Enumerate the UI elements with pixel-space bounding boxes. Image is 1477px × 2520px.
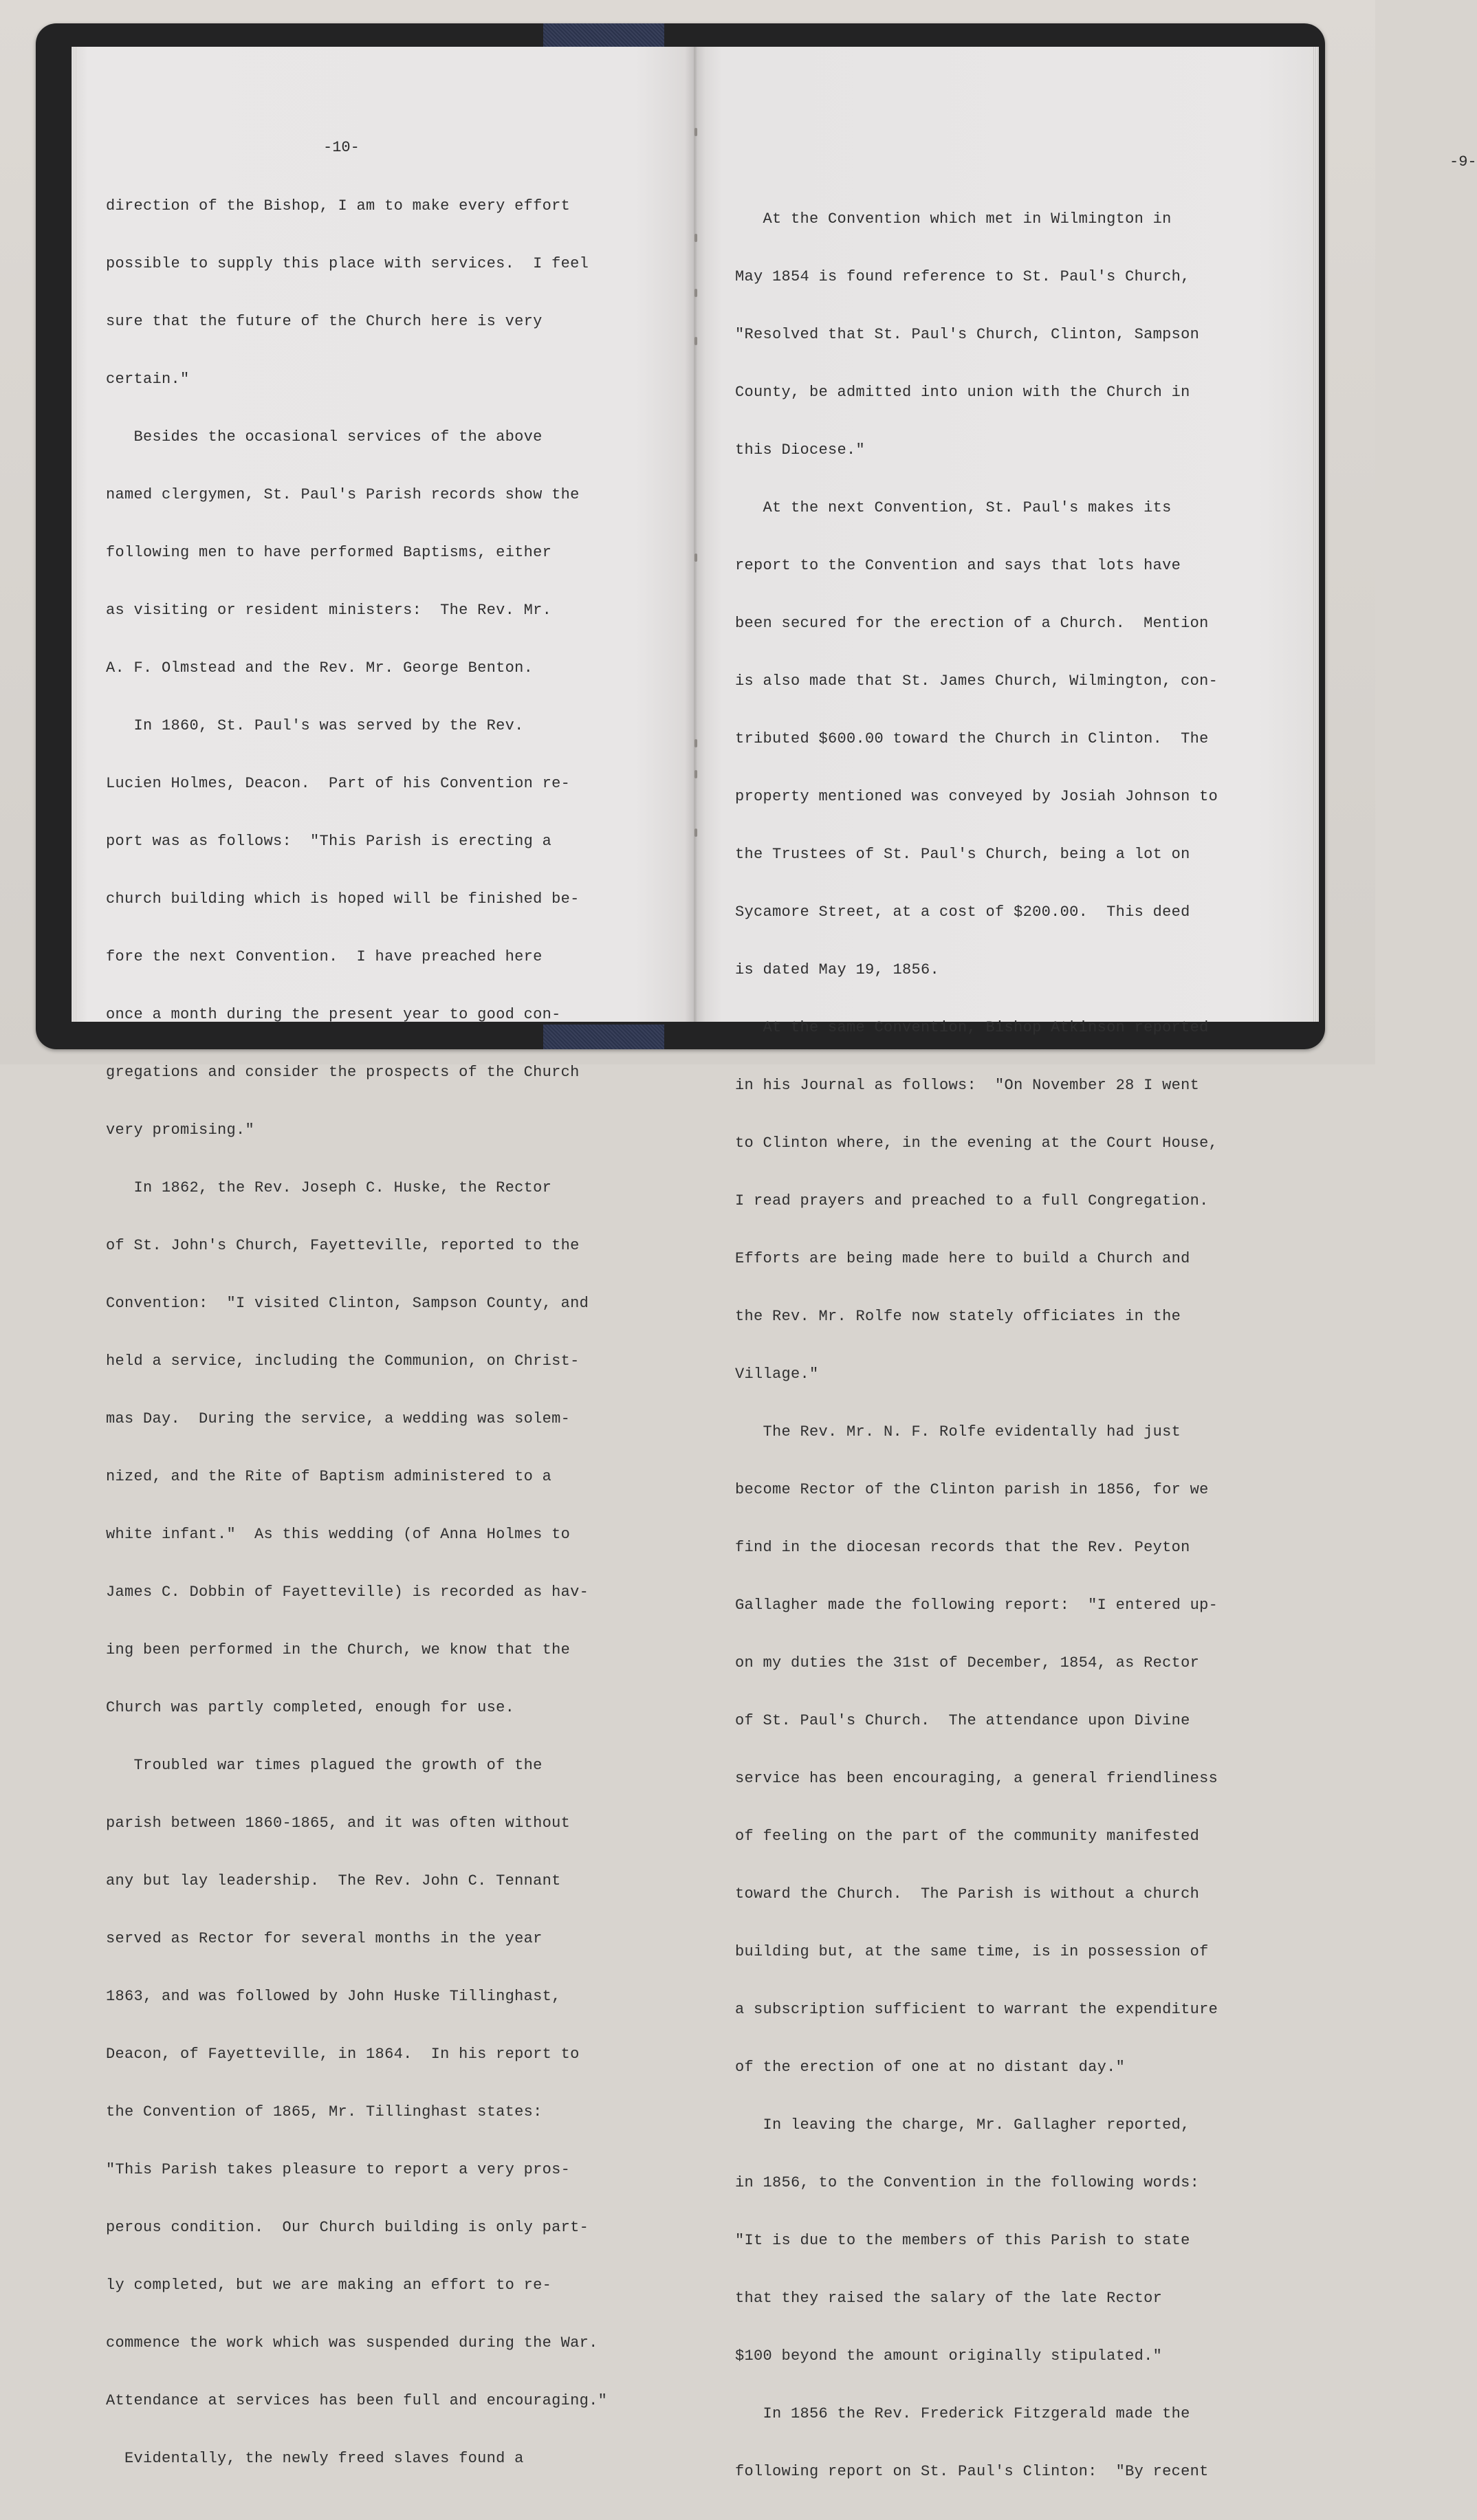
- text-line: possible to supply this place with services. I feel: [106, 255, 589, 272]
- text-line: fore the next Convention. I have preached here: [106, 948, 543, 965]
- text-line: service has been encouraging, a general friendliness: [735, 1770, 1218, 1787]
- text-line: following men to have performed Baptisms, either: [106, 544, 552, 561]
- text-line: of feeling on the part of the community manifested: [735, 1828, 1200, 1845]
- text-line: 1863, and was followed by John Huske Tillinghast,: [106, 1988, 561, 2005]
- text-line: as visiting or resident ministers: The Rev. Mr.: [106, 602, 552, 619]
- text-line: any but lay leadership. The Rev. John C. Tennant: [106, 1872, 561, 1889]
- text-line: perous condition. Our Church building is only part-: [106, 2219, 589, 2236]
- text-line: following report on St. Paul's Clinton: "By recent: [735, 2463, 1209, 2480]
- binding-staple-hole: [694, 739, 697, 747]
- text-line: ing been performed in the Church, we know that the: [106, 1641, 571, 1658]
- text-line: church building which is hoped will be finished be-: [106, 890, 580, 908]
- text-line: the Trustees of St. Paul's Church, being a lot on: [735, 846, 1190, 863]
- text-line: Besides the occasional services of the above: [106, 428, 543, 446]
- text-line: "Resolved that St. Paul's Church, Clinton, Sampson: [735, 326, 1200, 343]
- text-line: Lucien Holmes, Deacon. Part of his Convention re-: [106, 775, 571, 792]
- text-line: in his Journal as follows: "On November 28 I went: [735, 1077, 1200, 1094]
- text-line: nized, and the Rite of Baptism administered to a: [106, 1468, 552, 1485]
- text-line: of St. John's Church, Fayetteville, reported to the: [106, 1237, 580, 1254]
- text-line: parish between 1860-1865, and it was often without: [106, 1815, 571, 1832]
- binding-staple-hole: [694, 234, 697, 242]
- text-line: is dated May 19, 1856.: [735, 961, 940, 978]
- text-line: very promising.": [106, 1121, 255, 1139]
- text-line: County, be admitted into union with the Church in: [735, 384, 1190, 401]
- text-line: Sycamore Street, at a cost of $200.00. This deed: [735, 903, 1190, 921]
- text-line: of St. Paul's Church. The attendance upon Divine: [735, 1712, 1190, 1729]
- binding-staple-hole: [694, 554, 697, 562]
- text-line: port was as follows: "This Parish is erecting a: [106, 833, 552, 850]
- text-line: on my duties the 31st of December, 1854, as Rector: [735, 1654, 1200, 1672]
- text-line: Church was partly completed, enough for use.: [106, 1699, 515, 1716]
- text-line: Troubled war times plagued the growth of the: [106, 1757, 543, 1774]
- right-page: [694, 47, 1477, 2480]
- text-line: held a service, including the Communion, on Christ-: [106, 1352, 580, 1370]
- binding-staple-hole: [694, 128, 697, 136]
- text-line: At the same Convention, Bishop Atkinson reported: [735, 1019, 1209, 1036]
- text-line: In 1862, the Rev. Joseph C. Huske, the Rector: [106, 1179, 552, 1196]
- text-line: "This Parish takes pleasure to report a very pros-: [106, 2161, 571, 2178]
- right-page-text: [735, 171, 1218, 2520]
- text-line: this Diocese.": [735, 441, 866, 459]
- text-line: Evidentally, the newly freed slaves found a: [106, 2450, 524, 2467]
- text-line: In 1856 the Rev. Frederick Fitzgerald made the: [735, 2405, 1190, 2422]
- text-line: In 1860, St. Paul's was served by the Rev.: [106, 717, 524, 734]
- text-line: In leaving the charge, Mr. Gallagher reported,: [735, 2116, 1190, 2134]
- text-line: Village.": [735, 1366, 819, 1383]
- text-line: white infant." As this wedding (of Anna Holmes to: [106, 1526, 571, 1543]
- text-line: that they raised the salary of the late Rector: [735, 2290, 1163, 2307]
- text-line: May 1854 is found reference to St. Paul's Church,: [735, 268, 1190, 285]
- text-line: Deacon, of Fayetteville, in 1864. In his report to: [106, 2046, 580, 2063]
- text-line: been secured for the erection of a Church. Mention: [735, 615, 1209, 632]
- text-line: once a month during the present year to good con-: [106, 1006, 561, 1023]
- binding-staple-hole: [694, 289, 697, 297]
- text-line: James C. Dobbin of Fayetteville) is recorded as hav-: [106, 1584, 589, 1601]
- binding-staple-hole: [694, 829, 697, 837]
- text-line: find in the diocesan records that the Rev. Peyton: [735, 1539, 1190, 1556]
- binding-staple-hole: [694, 770, 697, 778]
- text-line: direction of the Bishop, I am to make every effort: [106, 197, 571, 215]
- text-line: $100 beyond the amount originally stipulated.": [735, 2347, 1163, 2365]
- binding-staple-hole: [694, 337, 697, 345]
- text-line: the Convention of 1865, Mr. Tillinghast states:: [106, 2103, 543, 2121]
- text-line: to Clinton where, in the evening at the Court House,: [735, 1135, 1218, 1152]
- text-line: mas Day. During the service, a wedding was solem-: [106, 1410, 571, 1427]
- text-line: building but, at the same time, is in possession of: [735, 1943, 1209, 1960]
- text-line: toward the Church. The Parish is without a church: [735, 1885, 1200, 1903]
- right-page-number: -9-: [1449, 153, 1477, 171]
- text-line: "It is due to the members of this Parish to state: [735, 2232, 1190, 2249]
- text-line: of the erection of one at no distant day.": [735, 2059, 1126, 2076]
- text-line: become Rector of the Clinton parish in 1856, for we: [735, 1481, 1209, 1498]
- text-line: Efforts are being made here to build a Church and: [735, 1250, 1190, 1267]
- text-line: named clergymen, St. Paul's Parish records show the: [106, 486, 580, 503]
- text-line: a subscription sufficient to warrant the expenditure: [735, 2001, 1218, 2018]
- text-line: The Rev. Mr. N. F. Rolfe evidentally had just: [735, 1423, 1181, 1440]
- text-line: is also made that St. James Church, Wilmington, con-: [735, 672, 1218, 690]
- text-line: sure that the future of the Church here is very: [106, 313, 543, 330]
- text-line: Attendance at services has been full and encouraging.": [106, 2392, 608, 2409]
- text-line: At the next Convention, St. Paul's makes its: [735, 499, 1172, 516]
- text-line: gregations and consider the prospects of the Church: [106, 1064, 580, 1081]
- text-line: commence the work which was suspended during the War.: [106, 2334, 598, 2352]
- text-line: served as Rector for several months in the year: [106, 1930, 543, 1947]
- text-line: the Rev. Mr. Rolfe now stately officiates in the: [735, 1308, 1181, 1325]
- text-line: report to the Convention and says that lots have: [735, 557, 1181, 574]
- text-line: ly completed, but we are making an effort to re-: [106, 2277, 552, 2294]
- text-line: Gallagher made the following report: "I entered up-: [735, 1597, 1218, 1614]
- text-line: tributed $600.00 toward the Church in Clinton. The: [735, 730, 1209, 747]
- text-line: Convention: "I visited Clinton, Sampson County, and: [106, 1295, 589, 1312]
- text-line: I read prayers and preached to a full Congregation.: [735, 1192, 1209, 1209]
- text-line: in 1856, to the Convention in the following words:: [735, 2174, 1200, 2191]
- text-line: property mentioned was conveyed by Josiah Johnson to: [735, 788, 1218, 805]
- left-page-text: [106, 158, 607, 2507]
- left-page-number: -10-: [323, 139, 360, 156]
- text-line: At the Convention which met in Wilmington in: [735, 210, 1172, 228]
- text-line: A. F. Olmstead and the Rev. Mr. George Benton.: [106, 659, 534, 677]
- left-page: [72, 47, 694, 2467]
- text-line: certain.": [106, 371, 190, 388]
